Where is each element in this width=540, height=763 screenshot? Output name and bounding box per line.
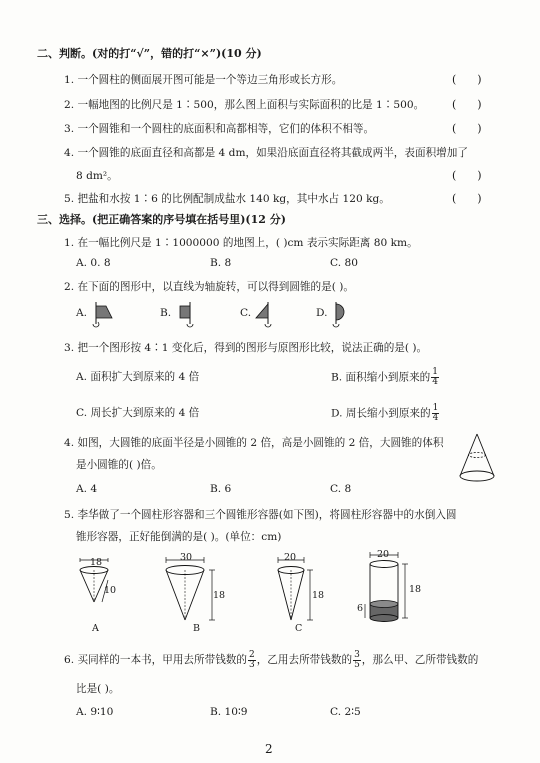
- fraction-denominator: 4: [432, 413, 439, 423]
- section2-title: 二、判断。(对的打“√”，错的打“×”)(10 分): [37, 47, 262, 60]
- q1-option-b[interactable]: B. 8: [210, 257, 232, 269]
- fraction-numerator: 2: [248, 649, 255, 660]
- q6-option-b[interactable]: B. 10∶9: [210, 706, 248, 718]
- water-height-label: 6: [357, 603, 364, 614]
- one-quarter-fraction: [431, 368, 439, 387]
- q2-text: 2. 在下面的图形中，以直线为轴旋转，可以得到圆锥的是( )。: [64, 281, 354, 293]
- q6-text-line2: 比是( )。: [76, 683, 120, 695]
- triangle-shape-icon: [254, 300, 284, 332]
- fraction-denominator: 4: [432, 377, 439, 387]
- q6-text: [64, 650, 478, 670]
- page-number: 2: [265, 742, 273, 756]
- judge-item-1: 1. 一个圆柱的侧面展开图可能是一个等边三角形或长方形。: [64, 74, 343, 86]
- answer-paren-5[interactable]: ( ): [452, 192, 482, 205]
- section3-title: 三、选择。(把正确答案的序号填在括号里)(12 分): [37, 213, 286, 226]
- cone-c-label: C: [295, 623, 303, 634]
- q4-option-a[interactable]: A. 4: [76, 483, 98, 495]
- q4-option-c[interactable]: C. 8: [330, 483, 352, 495]
- q2-option-d[interactable]: D.: [316, 307, 328, 319]
- semicircle-shape-icon: [330, 300, 360, 332]
- cone-c-height-label: 18: [312, 590, 325, 601]
- cylinder-top-label: 20: [377, 549, 390, 560]
- q3-option-d-text: D. 周长缩小到原来的: [331, 407, 431, 420]
- q3-option-c[interactable]: C. 周长扩大到原来的 4 倍: [76, 407, 200, 419]
- judge-item-2: 2. 一幅地图的比例尺是 1∶500，那么图上面积与实际面积的比是 1∶500。: [64, 99, 425, 111]
- q6-text-pre: 6. 买同样的一本书，甲用去所带钱数的: [64, 654, 247, 666]
- one-quarter-fraction: [432, 404, 440, 423]
- q3-option-b[interactable]: [331, 368, 440, 387]
- fraction-numerator: 3: [354, 649, 360, 660]
- q3-option-d[interactable]: [331, 404, 440, 423]
- judge-item-4-line2: 8 dm²。: [76, 170, 118, 182]
- q6-option-a[interactable]: A. 9∶10: [76, 706, 114, 718]
- three-fifths-fraction: [353, 651, 361, 670]
- answer-paren-1[interactable]: ( ): [452, 73, 482, 86]
- nested-cones-figure: [455, 432, 505, 487]
- q3-option-b-text: B. 面积缩小到原来的: [331, 371, 431, 384]
- q2-option-b[interactable]: B.: [160, 307, 172, 319]
- cone-b-top-label: 30: [180, 552, 193, 563]
- judge-item-5: 5. 把盐和水按 1∶6 的比例配制成盐水 140 kg，其中水占 120 kg。: [64, 193, 390, 205]
- q3-option-a[interactable]: A. 面积扩大到原来的 4 倍: [76, 371, 200, 383]
- cone-a-top-label: 18: [90, 557, 103, 568]
- q1-option-c[interactable]: C. 80: [330, 257, 358, 269]
- answer-paren-4[interactable]: ( ): [452, 169, 482, 182]
- cone-a-height-label: 10: [104, 585, 117, 596]
- cylinder-height-label: 18: [409, 584, 422, 595]
- q3-text: 3. 把一个图形按 4∶1 变化后，得到的图形与原图形比较，说法正确的是( )。: [64, 342, 428, 354]
- judge-item-3: 3. 一个圆锥和一个圆柱的底面积和高都相等，它们的体积不相等。: [64, 123, 375, 135]
- q6-text-post: ，那么甲、乙所带钱数的: [361, 654, 479, 666]
- q1-option-a[interactable]: A. 0. 8: [76, 257, 111, 269]
- q2-option-c[interactable]: C.: [240, 307, 252, 319]
- fraction-numerator: 1: [432, 403, 439, 413]
- q5-text: 5. 李华做了一个圆柱形容器和三个圆锥形容器(如下图)，将圆柱形容器中的水倒入圆: [64, 509, 457, 521]
- q5-text-line2: 锥形容器，正好能倒满的是( )。(单位：cm): [76, 531, 282, 543]
- two-thirds-fraction: [248, 651, 256, 670]
- q4-text-line2: 是小圆锥的( )倍。: [76, 459, 162, 471]
- fraction-denominator: 5: [354, 659, 360, 670]
- cone-b-height-label: 18: [213, 590, 226, 601]
- cone-b-label: B: [193, 623, 200, 634]
- rectangle-shape-icon: [176, 300, 206, 332]
- cone-a-label: A: [92, 623, 99, 634]
- trapezoid-shape-icon: [92, 300, 122, 332]
- answer-paren-2[interactable]: ( ): [452, 98, 482, 111]
- q4-option-b[interactable]: B. 6: [210, 483, 232, 495]
- q6-option-c[interactable]: C. 2∶5: [330, 706, 361, 718]
- fraction-denominator: 3: [248, 659, 255, 670]
- answer-paren-3[interactable]: ( ): [452, 122, 482, 135]
- q2-option-a[interactable]: A.: [76, 307, 88, 319]
- q4-text: 4. 如图，大圆锥的底面半径是小圆锥的 2 倍，高是小圆锥的 2 倍，大圆锥的体积: [64, 437, 444, 449]
- q1-text: 1. 在一幅比例尺是 1∶1000000 的地图上，( )cm 表示实际距离 80 km。: [64, 237, 418, 249]
- q6-text-mid: ，乙用去所带钱数的: [256, 654, 353, 666]
- judge-item-4: 4. 一个圆锥的底面直径和高都是 4 dm，如果沿底面直径将其截成两半，表面积增加了: [64, 147, 468, 159]
- cone-c-top-label: 20: [284, 552, 297, 563]
- fraction-numerator: 1: [432, 367, 439, 377]
